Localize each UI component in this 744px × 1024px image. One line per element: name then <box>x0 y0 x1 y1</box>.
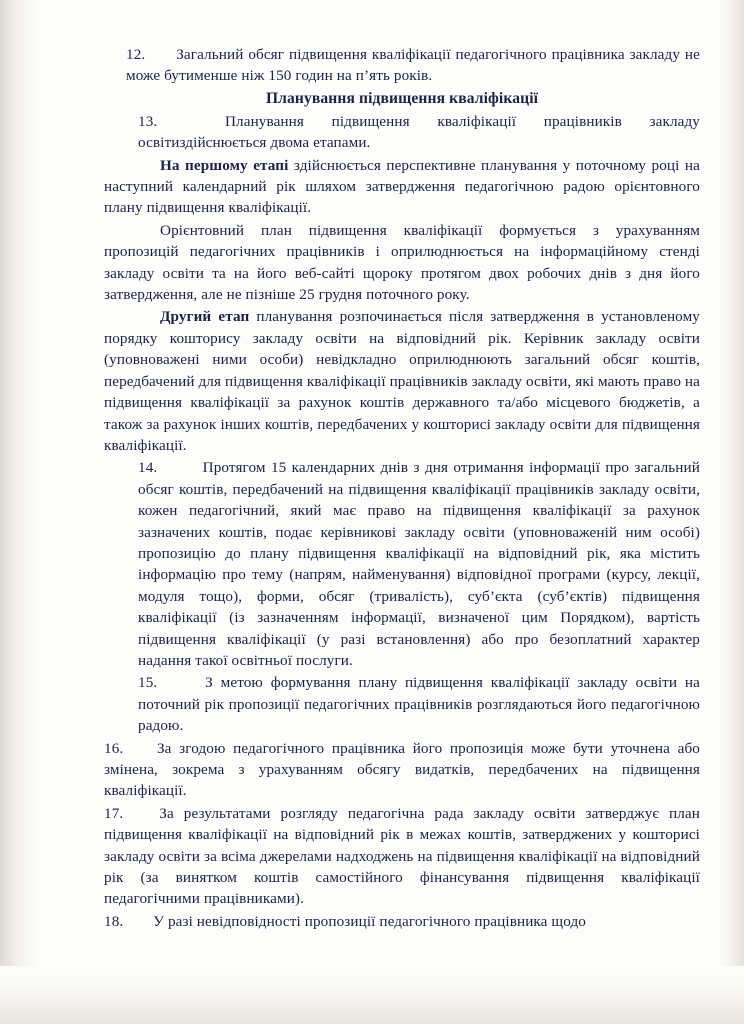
paragraph-15 <box>104 672 700 736</box>
paragraph-orientation-plan <box>104 220 700 306</box>
paragraph-17 <box>104 803 700 910</box>
paragraph-17-number: 17. <box>104 804 124 822</box>
scan-edge-left <box>0 0 38 1024</box>
paragraph-12 <box>104 44 700 87</box>
paragraph-16 <box>104 738 700 802</box>
scan-edge-right <box>718 0 744 1024</box>
section-heading: Планування підвищення кваліфікації <box>265 89 539 107</box>
paragraph-second-stage <box>104 306 700 456</box>
paragraph-14-number: 14. <box>138 459 158 477</box>
paragraph-14-text: Протягом 15 календарних днів з дня отримання інформації про загальний обсяг коштів, передбачений на підвищення кваліфікації працівників закладу освіти, кожен педагогічний, який має право на підвищення кваліфікації за рахунок зазначених коштів, подає керівникові закладу освіти (уповноваженій ним особі) пропозицію до плану підвищення кваліфікації на відповідний рік, яка містить інформацію про тему (напрям, найменування) відповідної програми (курсу, лекції, модуля тощо), форми, обсяг (тривалість), суб’єкта (суб’єктів) підвищення кваліфікації (із зазначенням інформації, визначеної цим Порядком), вартість підвищення кваліфікації (у разі встановлення) або про безоплатний характер надання такої освітньої послуги. <box>138 459 700 669</box>
paragraph-14 <box>104 457 700 671</box>
paragraph-12-number: 12. <box>126 46 146 63</box>
paragraph-first-stage <box>104 155 700 219</box>
document-body <box>104 44 700 933</box>
paragraph-12-text: Загальний обсяг підвищення кваліфікації педагогічного працівника закладу не може бутименше ніж 150 годин на п’ять років. <box>126 46 700 85</box>
paragraph-18-number: 18. <box>104 912 124 930</box>
paragraph-15-text: З метою формування плану підвищення кваліфікації закладу освіти на поточний рік пропозиції педагогічних працівників розглядаються його педагогічною радою. <box>138 674 700 735</box>
paragraph-18-text: У разі невідповідності пропозиції педагогічного працівника щодо <box>153 912 586 930</box>
paragraph-17-text: За результатами розгляду педагогічна рада закладу освіти затверджує план підвищення кваліфікації на відповідний рік в межах коштів, затверджених у кошторисі закладу освіти за всіма джерелами надходжень на підвищення кваліфікації на відповідний рік (за винятком коштів самостійного фінансування підвищення кваліфікації педагогічними працівниками). <box>104 804 700 908</box>
paragraph-16-number: 16. <box>104 739 124 757</box>
paragraph-13 <box>104 111 700 154</box>
paragraph-13-text: Планування підвищення кваліфікації працівників закладу освітиздійснюється двома етапами. <box>138 112 700 152</box>
paragraph-first-stage-text: На першому етапі здійснюється перспективне планування у поточному році на наступний календарний рік шляхом затвердження педагогічною радою орієнтовного плану підвищення кваліфікації. <box>104 156 700 217</box>
paragraph-18 <box>104 911 700 932</box>
paragraph-second-stage-text: Другий етап планування розпочинається після затвердження в установленому порядку кошторису закладу освіти на відповідний рік. Керівник закладу освіти (уповноважені ними особи) невідкладно оприлюднюють загальний обсяг коштів, передбачений для підвищення кваліфікації працівників закладу освіти, які мають право на підвищення кваліфікації за рахунок коштів державного та/або місцевого бюджетів, а також за рахунок інших коштів, передбачених у кошторисі закладу освіти для підвищення кваліфікації. <box>104 308 700 454</box>
scan-edge-bottom <box>0 966 744 1024</box>
paragraph-16-text: За згодою педагогічного працівника його пропозиція може бути уточнена або змінена, зокрема з урахуванням обсягу видатків, передбачених на підвищення кваліфікації. <box>104 739 700 800</box>
paragraph-orientation-plan-text: Орієнтовний план підвищення кваліфікації формується з урахуванням пропозицій педагогічних працівників і оприлюднюється на інформаційному стенді закладу освіти та на його веб-сайті щороку протягом двох робочих днів з дня його затвердження, але не пізніше 25 грудня поточного року. <box>104 221 700 304</box>
paragraph-13-number: 13. <box>138 112 158 130</box>
paragraph-15-number: 15. <box>138 674 158 692</box>
